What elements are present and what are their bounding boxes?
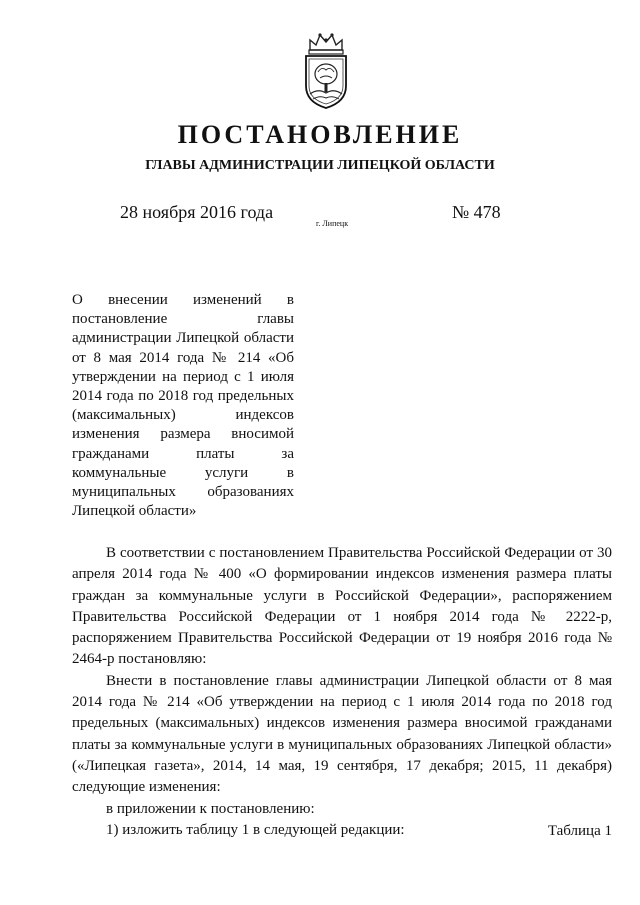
issuer-subtitle: ГЛАВЫ АДМИНИСТРАЦИИ ЛИПЕЦКОЙ ОБЛАСТИ — [145, 158, 495, 173]
table-label: Таблица 1 — [547, 823, 612, 839]
document-title: ПОСТАНОВЛЕНИЕ — [177, 120, 463, 149]
document-number: № 478 — [452, 202, 501, 222]
body-paragraph: В соответствии с постановлением Правительства Российской Федерации от 30 апреля 2014 года № 400 «О формировании индексов изменения размера платы граждан за коммунальные услуги в Российской Федерации», распоряжением Правительства Российской Федерации от 1 ноября 2014 года № 2222-р, распоряжением Правительства Российской Федерации от 19 ноября 2016 года № 2464-р постановляю: — [72, 545, 612, 668]
document-date: 28 ноября 2016 года — [120, 202, 274, 222]
body-paragraph: Внести в постановление главы администрации Липецкой области от 8 мая 2014 года № 214 «Об утверждении на период с 1 июля 2014 года по 2018 год предельных (максимальных) индексов изменения размера вносимой гражданами платы за коммунальные услуги в муниципальных образованиях Липецкой области» («Липецкая газета», 2014, 14 мая, 19 сентября, 17 декабря; 2015, 11 декабря) следующие изменения: — [72, 672, 612, 796]
coat-of-arms-emblem — [296, 30, 356, 112]
document-body — [72, 543, 612, 841]
body-paragraph: в приложении к постановлению: — [106, 800, 315, 817]
document-caption: О внесении изменений в постановление главы администрации Липецкой области от 8 мая 2014 года № 214 «Об утверждении на период с 1 июля 2014 года по 2018 год предельных (максимальных) индексов изменения размера вносимой гражданами платы за коммунальные услуги в муниципальных образованиях Липецкой области» — [72, 292, 294, 520]
document-city: г. Липецк — [316, 219, 349, 228]
body-paragraph: 1) изложить таблицу 1 в следующей редакции: — [106, 821, 405, 838]
